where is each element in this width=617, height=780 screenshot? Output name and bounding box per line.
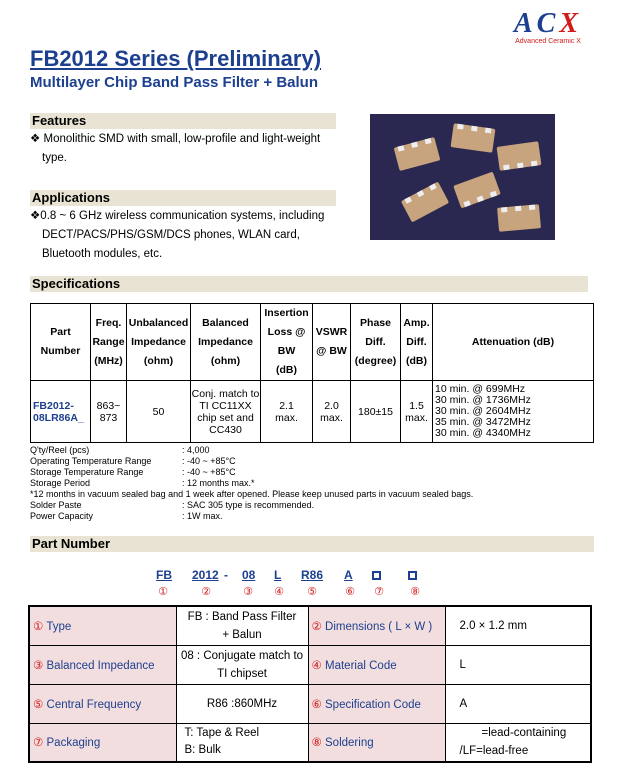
cell-amp-diff: 1.5 max.: [401, 381, 433, 443]
specifications-heading: Specifications: [30, 276, 588, 292]
chip-image: [394, 137, 441, 171]
pn-value-central-frequency: R86 :860MHz: [176, 684, 308, 723]
note-row: Storage Temperature Range : -40 ~ +85°C: [30, 467, 236, 477]
pn-table-row: [29, 645, 591, 684]
applications-text: [30, 207, 324, 264]
applications-line-2: DECT/PACS/PHS/GSM/DCS phones, WLAN card,: [42, 229, 300, 241]
spec-header-row: [31, 304, 594, 381]
pn-code-spec: A: [344, 568, 353, 582]
pn-code-frequency: R86: [301, 568, 324, 582]
note-footnote: *12 months in vacuum sealed bag and 1 week after opened. Please keep unused parts in vacuum sealed bags.: [30, 489, 474, 499]
chip-image: [401, 182, 449, 223]
pn-index: ⑦: [374, 586, 384, 598]
note-row: Q'ty/Reel (pcs) : 4,000: [30, 445, 210, 455]
pn-value-balanced-impedance: 08 : Conjugate match to TI chipset: [176, 645, 308, 684]
pn-value-soldering: =lead-containing /LF=lead-free: [445, 723, 591, 762]
chip-image: [453, 172, 501, 209]
box-placeholder-icon: [372, 571, 381, 580]
part-number-heading: Part Number: [30, 536, 594, 552]
pn-index: ②: [201, 586, 211, 598]
col-unbalanced-impedance: Unbalanced Impedance (ohm): [127, 304, 191, 381]
cell-freq-range: 863~ 873: [91, 381, 127, 443]
pn-table-row: [29, 723, 591, 762]
pn-label-type: ① Type: [29, 606, 176, 645]
cell-attenuation: 10 min. @ 699MHz 30 min. @ 1736MHz 30 min. @ 2604MHz 35 min. @ 3472MHz 30 min. @ 4340MHz: [433, 381, 594, 443]
chip-image: [497, 204, 541, 232]
spec-notes: [30, 445, 473, 522]
features-line-1: ❖ Monolithic SMD with small, low-profile and light-weight: [30, 133, 321, 145]
logo-subtitle: Advanced Ceramic X: [515, 38, 581, 45]
pn-value-packaging: T: Tape & Reel B: Bulk: [176, 723, 308, 762]
pn-code-impedance: 08: [242, 568, 256, 582]
cell-insertion-loss: 2.1 max.: [261, 381, 313, 443]
pn-index: ③: [243, 586, 253, 598]
pn-code-separator: -: [224, 568, 228, 582]
col-insertion-loss: Insertion Loss @ BW (dB): [261, 304, 313, 381]
box-placeholder-icon: [408, 571, 417, 580]
pn-value-material-code: L: [445, 645, 591, 684]
logo-word: ACX: [513, 8, 583, 39]
pn-code-soldering-box: [408, 569, 417, 583]
col-part-number: Part Number: [31, 304, 91, 381]
pn-index: ⑤: [307, 586, 317, 598]
col-amp-diff: Amp. Diff. (dB): [401, 304, 433, 381]
pn-code-dimension: 2012: [192, 568, 219, 582]
pn-index: ⑧: [410, 586, 420, 598]
chip-image: [451, 123, 496, 153]
pn-label-packaging: ⑦ Packaging: [29, 723, 176, 762]
applications-heading: Applications: [30, 190, 336, 206]
pn-value-type: FB : Band Pass Filter + Balun: [176, 606, 308, 645]
page-title: FB2012 Series (Preliminary): [30, 46, 322, 71]
col-phase-diff: Phase Diff. (degree): [351, 304, 401, 381]
pn-code-packaging-box: [372, 569, 381, 583]
cell-balanced-impedance: Conj. match to TI CC11XX chip set and CC430: [191, 381, 261, 443]
note-row: Storage Period : 12 months max.*: [30, 478, 255, 488]
pn-label-balanced-impedance: ③ Balanced Impedance: [29, 645, 176, 684]
page-subtitle: Multilayer Chip Band Pass Filter + Balun: [30, 74, 318, 91]
acx-logo: [493, 8, 603, 45]
applications-line-3: Bluetooth modules, etc.: [42, 248, 163, 260]
cell-vswr: 2.0 max.: [313, 381, 351, 443]
pn-value-dimensions: 2.0 × 1.2 mm: [445, 606, 591, 645]
logo-x: X: [559, 8, 583, 39]
note-row: Solder Paste : SAC 305 type is recommended.: [30, 500, 315, 510]
spec-data-row: [31, 381, 594, 443]
col-balanced-impedance: Balanced Impedance (ohm): [191, 304, 261, 381]
specifications-table: [30, 303, 594, 443]
pn-label-dimensions: ② Dimensions ( L × W ): [308, 606, 445, 645]
pn-code-material: L: [274, 568, 282, 582]
col-vswr: VSWR @ BW: [313, 304, 351, 381]
col-freq-range: Freq. Range (MHz): [91, 304, 127, 381]
part-number-table: [28, 605, 592, 763]
col-attenuation: Attenuation (dB): [433, 304, 594, 381]
features-heading: Features: [30, 113, 336, 129]
pn-label-central-frequency: ⑤ Central Frequency: [29, 684, 176, 723]
pn-table-row: [29, 606, 591, 645]
note-row: Operating Temperature Range : -40 ~ +85°C: [30, 456, 236, 466]
pn-value-specification-code: A: [445, 684, 591, 723]
cell-phase-diff: 180±15: [351, 381, 401, 443]
cell-part-number: FB2012- 08LR86A_: [31, 381, 91, 443]
pn-index: ①: [158, 586, 168, 598]
pn-label-specification-code: ⑥ Specification Code: [308, 684, 445, 723]
chip-image: [497, 141, 542, 171]
pn-code-type: FB: [156, 568, 172, 582]
features-text: [30, 130, 320, 168]
pn-label-material-code: ④ Material Code: [308, 645, 445, 684]
cell-unbalanced-impedance: 50: [127, 381, 191, 443]
applications-line-1: ❖0.8 ~ 6 GHz wireless communication systems, including: [30, 210, 325, 222]
features-line-2: type.: [42, 152, 67, 164]
pn-table-row: [29, 684, 591, 723]
product-photo: [370, 114, 555, 240]
note-row: Power Capacity : 1W max.: [30, 511, 223, 521]
pn-index: ④: [274, 586, 284, 598]
pn-label-soldering: ⑧ Soldering: [308, 723, 445, 762]
pn-index: ⑥: [345, 586, 355, 598]
